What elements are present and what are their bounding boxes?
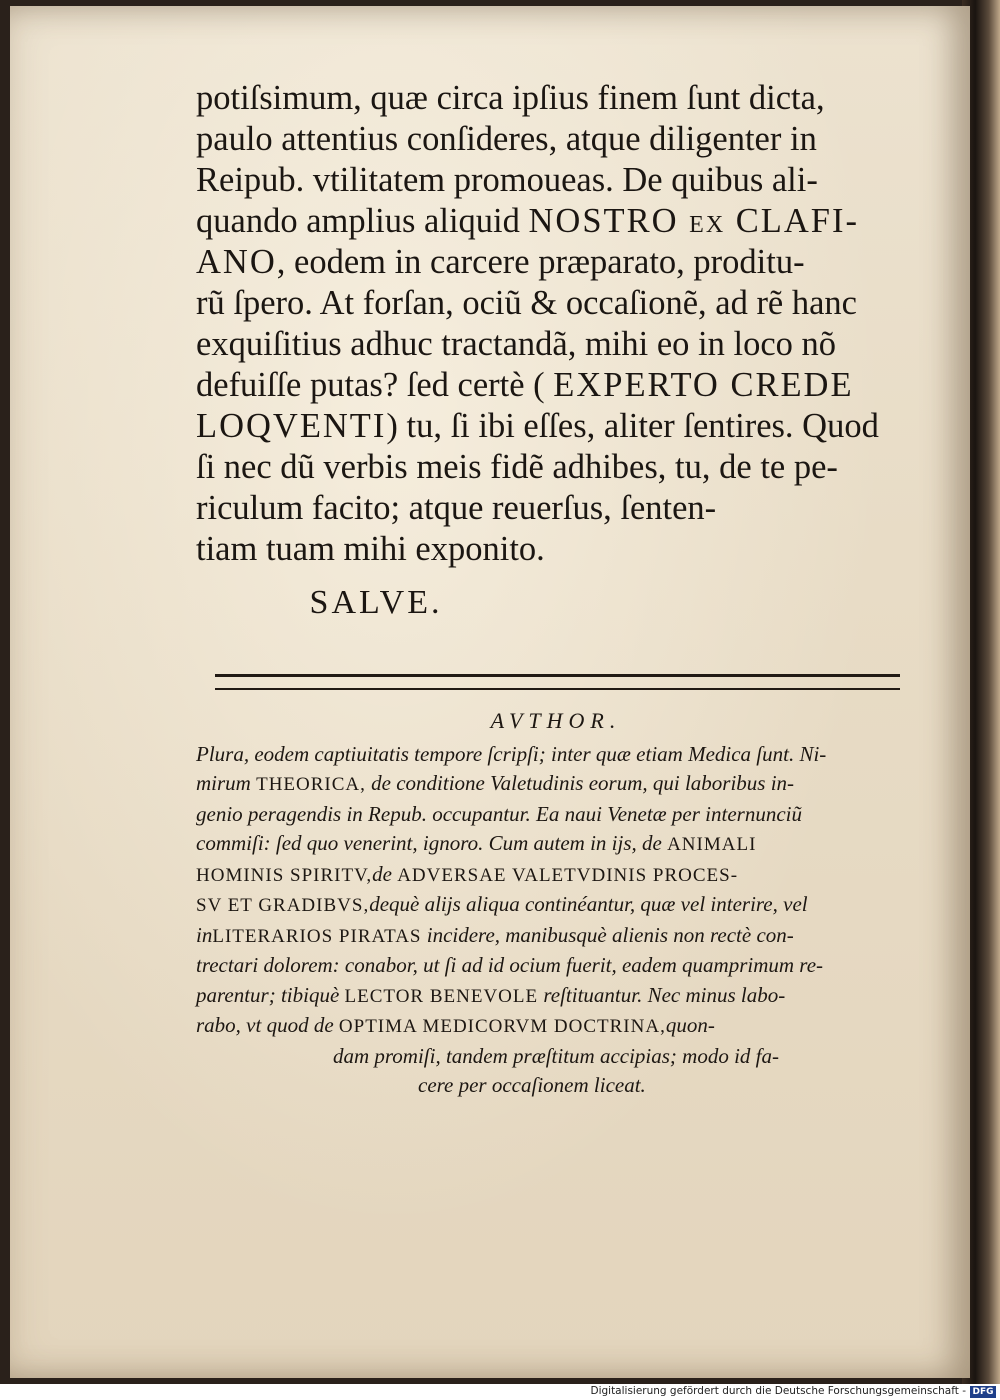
note-line: cere per occaſionem liceat. [418,1073,646,1097]
note-line [196,921,916,952]
note-line: dam promiſi, tandem præſtitum accipias; modo id fa- [332,1043,780,1068]
text-segment: ) tu, ſi ibi eſſes, aliter ſentires. Quod [386,407,879,445]
note-segment: reſtituantur. Nec minus labo- [543,982,786,1007]
main-text-block [196,78,916,570]
note-line [196,1011,916,1042]
note-line [196,829,916,860]
small-caps-phrase: LOQVENTI [196,407,387,445]
closing-salve: SALVE. [309,584,443,621]
note-line: genio peragendis in Repub. occupantur. Ea naui Venetæ per internunciũ [196,801,802,826]
caps-phrase: SV ET GRADIBVS, [196,895,370,916]
text-line [196,201,916,242]
author-note [196,706,916,1101]
text-line [196,406,916,447]
text-line: rũ ſpero. At forſan, ociũ & occaſionẽ, ad rẽ hanc [196,284,857,322]
note-line: Plura, eodem captiuitatis tempore ſcripſi; inter quæ etiam Medica ſunt. Ni- [196,741,827,766]
caps-phrase: THEORICA, [256,774,366,795]
text-segment: , eodem in carcere præparato, proditu- [276,243,805,281]
note-line [196,769,916,800]
caps-phrase: ADVERSAE VALETVDINIS PROCES- [397,864,739,886]
note-line [196,981,916,1012]
footer-credit-text: Digitalisierung gefördert durch die Deutsche Forschungsgemeinschaft - [590,1385,966,1397]
note-segment: parentur; tibiquè [196,982,340,1007]
text-line: ſi nec dũ verbis meis fidẽ adhibes, tu, de te pe- [196,448,838,486]
text-line: Reipub. vtilitatem promoueas. De quibus ali- [196,161,818,199]
note-line [196,890,916,921]
caps-phrase: OPTIMA MEDICORVM DOCTRINA, [338,1016,666,1037]
text-segment: defuiſſe putas? ſed certè ( [196,366,545,404]
caps-phrase: LECTOR BENEVOLE [344,985,539,1007]
small-caps-name: ANO [196,243,277,281]
caps-phrase: HOMINIS SPIRITV, [196,864,373,886]
book-page [10,6,970,1378]
small-caps-phrase: EXPERTO CREDE [553,366,854,404]
note-line: trectari dolorem: conabor, ut ſi ad id ocium fuerit, eadem quamprimum re- [196,953,824,977]
note-segment: rabo, vt quod de [196,1013,334,1037]
dfg-logo: DFG [970,1386,996,1398]
text-line [196,365,916,406]
text-line [196,242,916,283]
author-heading: AVTHOR. [490,708,622,733]
note-segment: de conditione Valetudinis eorum, qui laboribus in- [371,771,795,795]
text-segment: quando amplius aliquid [196,202,520,240]
text-line: tiam tuam mihi exponito. [196,530,545,568]
note-segment: in [196,922,213,947]
note-line [196,860,916,891]
text-line: paulo attentius conſideres, atque diligenter in [196,120,817,158]
note-segment: incidere, manibusquè alienis non rectè con- [426,922,794,947]
text-line: riculum facito; atque reuerſus, ſenten- [196,489,717,527]
small-caps-name: NOSTRO ex CLAFI- [528,202,859,240]
caps-phrase: ANIMALI [667,834,757,855]
caps-phrase: LITERARIOS PIRATAS [212,925,422,947]
note-segment: dequè alijs aliqua continéantur, quæ vel interire, vel [369,892,808,916]
divider-rule [215,674,900,677]
note-segment: de [372,861,392,886]
note-segment: quon- [665,1013,715,1037]
text-line: potiſsimum, quæ circa ipſius finem ſunt dicta, [196,79,825,117]
note-segment: mirum [196,771,251,795]
digitization-footer [0,1384,1000,1400]
note-segment: commiſi: ſed quo venerint, ignoro. Cum autem in ijs, de [196,831,662,855]
text-line: exquiſitius adhuc tractandã, mihi eo in loco nõ [196,325,837,363]
divider-rule [215,688,900,690]
